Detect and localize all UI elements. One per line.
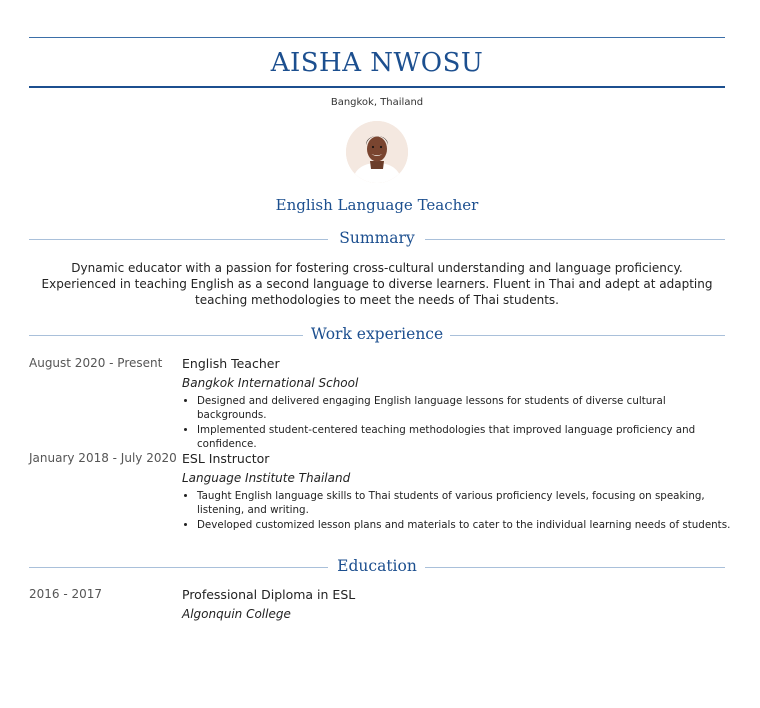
education-school: Algonquin College — [182, 607, 291, 621]
name-rule — [29, 86, 725, 88]
work-organization: Language Institute Thailand — [182, 471, 351, 485]
work-organization: Bangkok International School — [182, 376, 359, 390]
work-bullets — [182, 489, 737, 532]
work-role: ESL Instructor — [182, 451, 270, 466]
education-heading — [29, 557, 725, 577]
summary-heading — [29, 229, 725, 249]
avatar — [346, 121, 408, 183]
location: Bangkok, Thailand — [330, 97, 424, 108]
work-bullet: • Taught English language skills to Thai students of various proficiency levels, focusing on speaking, listening, and writing. — [197, 489, 737, 518]
portrait-photo — [346, 121, 408, 183]
education-title: Education — [337, 557, 417, 575]
candidate-name: AISHA NWOSU — [270, 48, 484, 78]
work-date: January 2018 - July 2020 — [29, 451, 177, 465]
work-role: English Teacher — [182, 356, 280, 371]
job-title: English Language Teacher — [275, 196, 479, 214]
work-bullet: • Implemented student-centered teaching methodologies that improved language proficiency and confidence. — [197, 423, 737, 452]
education-degree: Professional Diploma in ESL — [182, 587, 356, 602]
summary-title: Summary — [339, 229, 415, 247]
top-rule — [29, 37, 725, 38]
summary-text: Dynamic educator with a passion for fostering cross-cultural understanding and language proficiency. Experienced in teaching English as a second language to diverse learners. Fluent in Thai and adept at adapting teaching methodologies to meet the needs of Thai students. — [41, 261, 713, 307]
work-date: August 2020 - Present — [29, 356, 163, 370]
work-bullets — [182, 394, 737, 451]
work-title: Work experience — [310, 325, 444, 343]
work-bullet: • Developed customized lesson plans and materials to cater to the individual learning needs of students. — [197, 518, 737, 532]
work-heading — [29, 325, 725, 345]
work-bullet: • Designed and delivered engaging English language lessons for students of diverse cultural backgrounds. — [197, 394, 737, 423]
education-date: 2016 - 2017 — [29, 587, 103, 601]
